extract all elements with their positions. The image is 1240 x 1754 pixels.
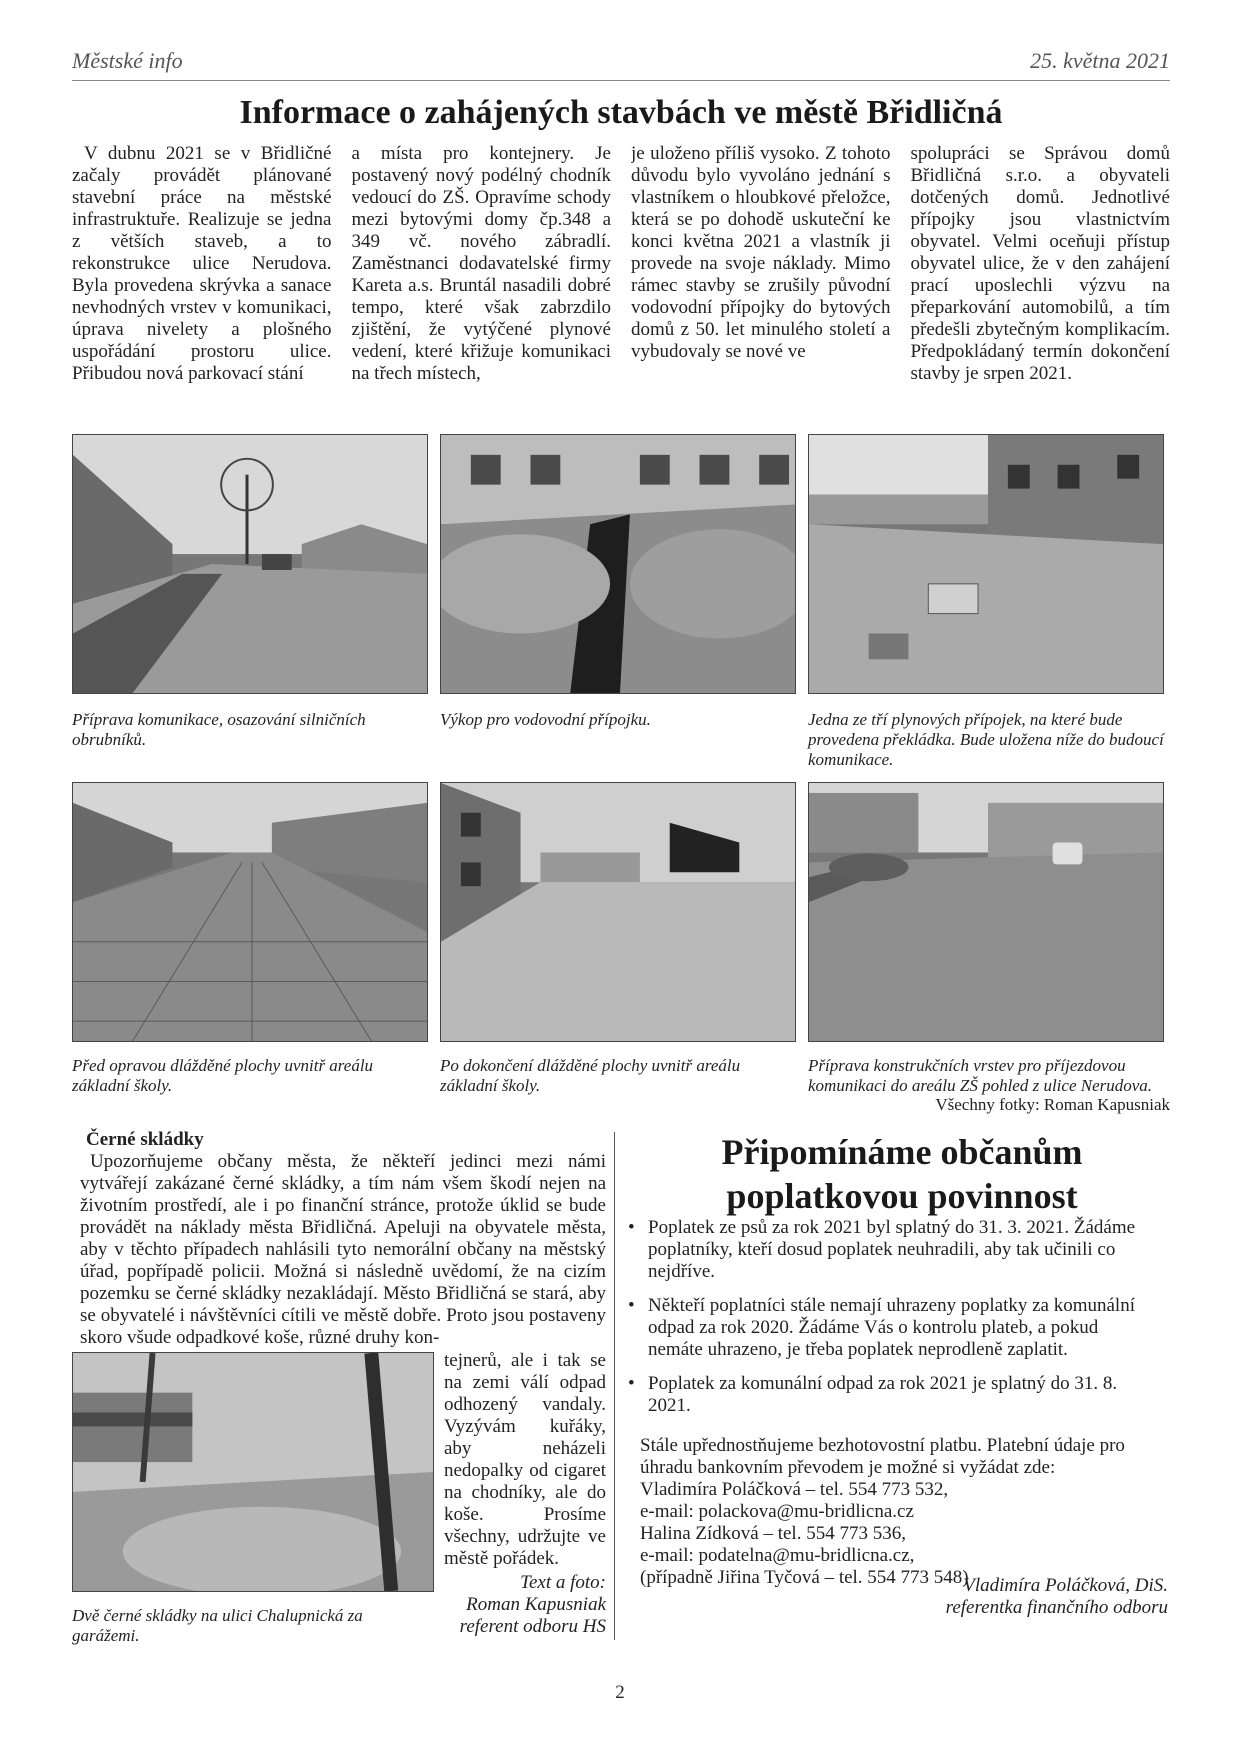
article-column-4: spolupráci se Správou domů Břidličná s.r.o. a obyvateli dotčených domů. Jednotlivé přípojky jsou vlastnictvím obyvatel. Velmi oceňuji přístup obyvatel ulice, že v den zahájení prací uposlechli výzvu na přeparkování automobilů, a tím předešli zbytečným komplikacím. Předpokládaný termín dokončení stavby je srpen 2021. (910, 143, 1170, 384)
page-header (72, 46, 1170, 81)
article-column-1: V dubnu 2021 se v Břidličné začaly provádět plánované stavební práce na městské infrastruktuře. Realizuje se jedna z větších staveb, a to rekonstrukce ulice Nerudova. Byla provedena skrývka a sanace nevhodných vrstev v komunikaci, úprava nivelety a plošného uspořádání prostoru ulice. Přibudou nová parkovací stání (72, 143, 332, 384)
fees-list (624, 1217, 1156, 1429)
article-body (72, 143, 1170, 425)
dumps-sign-role: referent odboru HS (459, 1616, 606, 1637)
fees-contact-4: e-mail: podatelna@mu-bridlicna.cz, (640, 1545, 915, 1566)
dumps-sign-name: Roman Kapusniak (466, 1594, 606, 1615)
photo-caption-4: Před opravou dlážděné plochy uvnitř areálu základní školy. (72, 1056, 374, 1095)
article-column-3: je uloženo příliš vysoko. Z tohoto důvodu bylo vyvoláno jednání s vlastníkem o hloubkové přeložce, která se po dohodě uskuteční ke konci května 2021 a vlastník ji provede na svoje náklady. Mimo rámec stavby se zrušily původní vodovodní přípojky do bytových domů z 50. let minulého století a vybudovaly se nové ve (631, 143, 891, 362)
fees-item-waste-2021: • Poplatek za komunální odpad za rok 2021 je splatný do 31. 8. 2021. (624, 1373, 1156, 1417)
photo-illegal-dumps (72, 1352, 434, 1592)
photo-gas-connection (808, 434, 1164, 694)
fees-contact-2: e-mail: polackova@mu-bridlicna.cz (640, 1501, 914, 1522)
photo-caption-2: Výkop pro vodovodní přípojku. (440, 710, 651, 729)
dumps-photo-caption: Dvě černé skládky na ulici Chalupnická za garážemi. (72, 1606, 363, 1645)
header-date: 25. května 2021 (1030, 48, 1170, 73)
fees-signature-role: referentka finančního odboru (945, 1597, 1168, 1618)
photo-water-trench (440, 434, 796, 694)
fees-contact-3: Halina Zídková – tel. 554 773 536, (640, 1523, 906, 1544)
dumps-sign-label: Text a foto: (520, 1572, 606, 1593)
fees-contact-5: (případně Jiřina Tyčová – tel. 554 773 548) (640, 1567, 969, 1588)
photo-caption-6: Příprava konstrukčních vrstev pro příjezdovou komunikaci do areálu ZŠ pohled z ulice Nerudova. (808, 1056, 1153, 1095)
article-column-2: a místa pro kontejnery. Je postavený nový podélný chodník vedoucí do ZŠ. Opravíme schody mezi bytovými domy čp.348 a 349 vč. nového zábradlí. Zaměstnanci dodavatelské firmy Kareta a.s. Bruntál nasadili dobré tempo, které však zabrzdilo zjištění, že vytýčené plynové vedení, které křižuje komunikaci na třech místech, (351, 143, 611, 384)
article-title: Informace o zahájených stavbách ve městě Břidličná (239, 94, 1003, 131)
fees-note-text: Stále upřednostňujeme bezhotovostní platbu. Platební údaje pro úhradu bankovním převodem je možné si vyžádat zde: (640, 1435, 1125, 1478)
dumps-text-narrow: tejnerů, ale i tak se na zemi válí odpad odhozený vandaly. Vyzývám kuřáky, aby neházeli nedopalky od cigaret na chodníky, ale do koše. Prosíme všechny, udržujte ve městě pořádek. (444, 1350, 606, 1569)
photo-credit: Všechny fotky: Roman Kapusniak (935, 1095, 1170, 1114)
photo-caption-3: Jedna ze tří plynových přípojek, na které bude provedena překládka. Bude uložena níže do budoucí komunikace. (808, 710, 1164, 769)
photo-paving-after (440, 782, 796, 1042)
photo-access-road (808, 782, 1164, 1042)
fees-contact-1: Vladimíra Poláčková – tel. 554 773 532, (640, 1479, 949, 1500)
photo-caption-5: Po dokončení dlážděné plochy uvnitř areálu základní školy. (440, 1056, 741, 1095)
fees-item-dogs: • Poplatek ze psů za rok 2021 byl splatný do 31. 3. 2021. Žádáme poplatníky, kteří dosud poplatek neuhradili, aby tak učinili co nejdříve. (624, 1217, 1156, 1283)
photo-road-preparation (72, 434, 428, 694)
photo-caption-1: Příprava komunikace, osazování silničních obrubníků. (72, 710, 366, 749)
fees-title: Připomínáme občanům poplatkovou povinnost (721, 1132, 1083, 1216)
photo-paving-before (72, 782, 428, 1042)
fees-item-waste-2020: • Někteří poplatníci stále nemají uhrazeny poplatky za komunální odpad za rok 2020. Žádáme Vás o kontrolu plateb, a pokud nemáte uhrazeno, je třeba poplatek neprodleně zaplatit. (624, 1295, 1156, 1361)
header-section-name: Městské info (72, 48, 183, 73)
column-divider (614, 1132, 615, 1640)
fees-signature (946, 1575, 1168, 1619)
dumps-subtitle: Černé skládky (86, 1129, 204, 1150)
page-number: 2 (615, 1682, 625, 1703)
fees-signature-name: Vladimíra Poláčková, DiS. (963, 1575, 1168, 1596)
dumps-text: Upozorňujeme občany města, že někteří jedinci mezi námi vytvářejí zakázané černé skládky, a tím nám všem škodí nejen na životním prostředí, ale i po finanční stránce, protože úklid se bude provádět na náklady města Břidličná. Apeluji na obyvatele města, aby v těchto případech nahlásili tyto nemorální občany na městský úřad, popřípadě policii. Možná si následně uvědomí, že na cizím pozemku se černé skládky nezakládají. Město Břidličná se stará, aby se obyvatelé i návštěvníci cítili ve městě dobře. Proto jsou postaveny skoro všude odpadkové koše, různé druhy kon- (80, 1151, 606, 1348)
fees-payment-note (640, 1435, 1160, 1589)
